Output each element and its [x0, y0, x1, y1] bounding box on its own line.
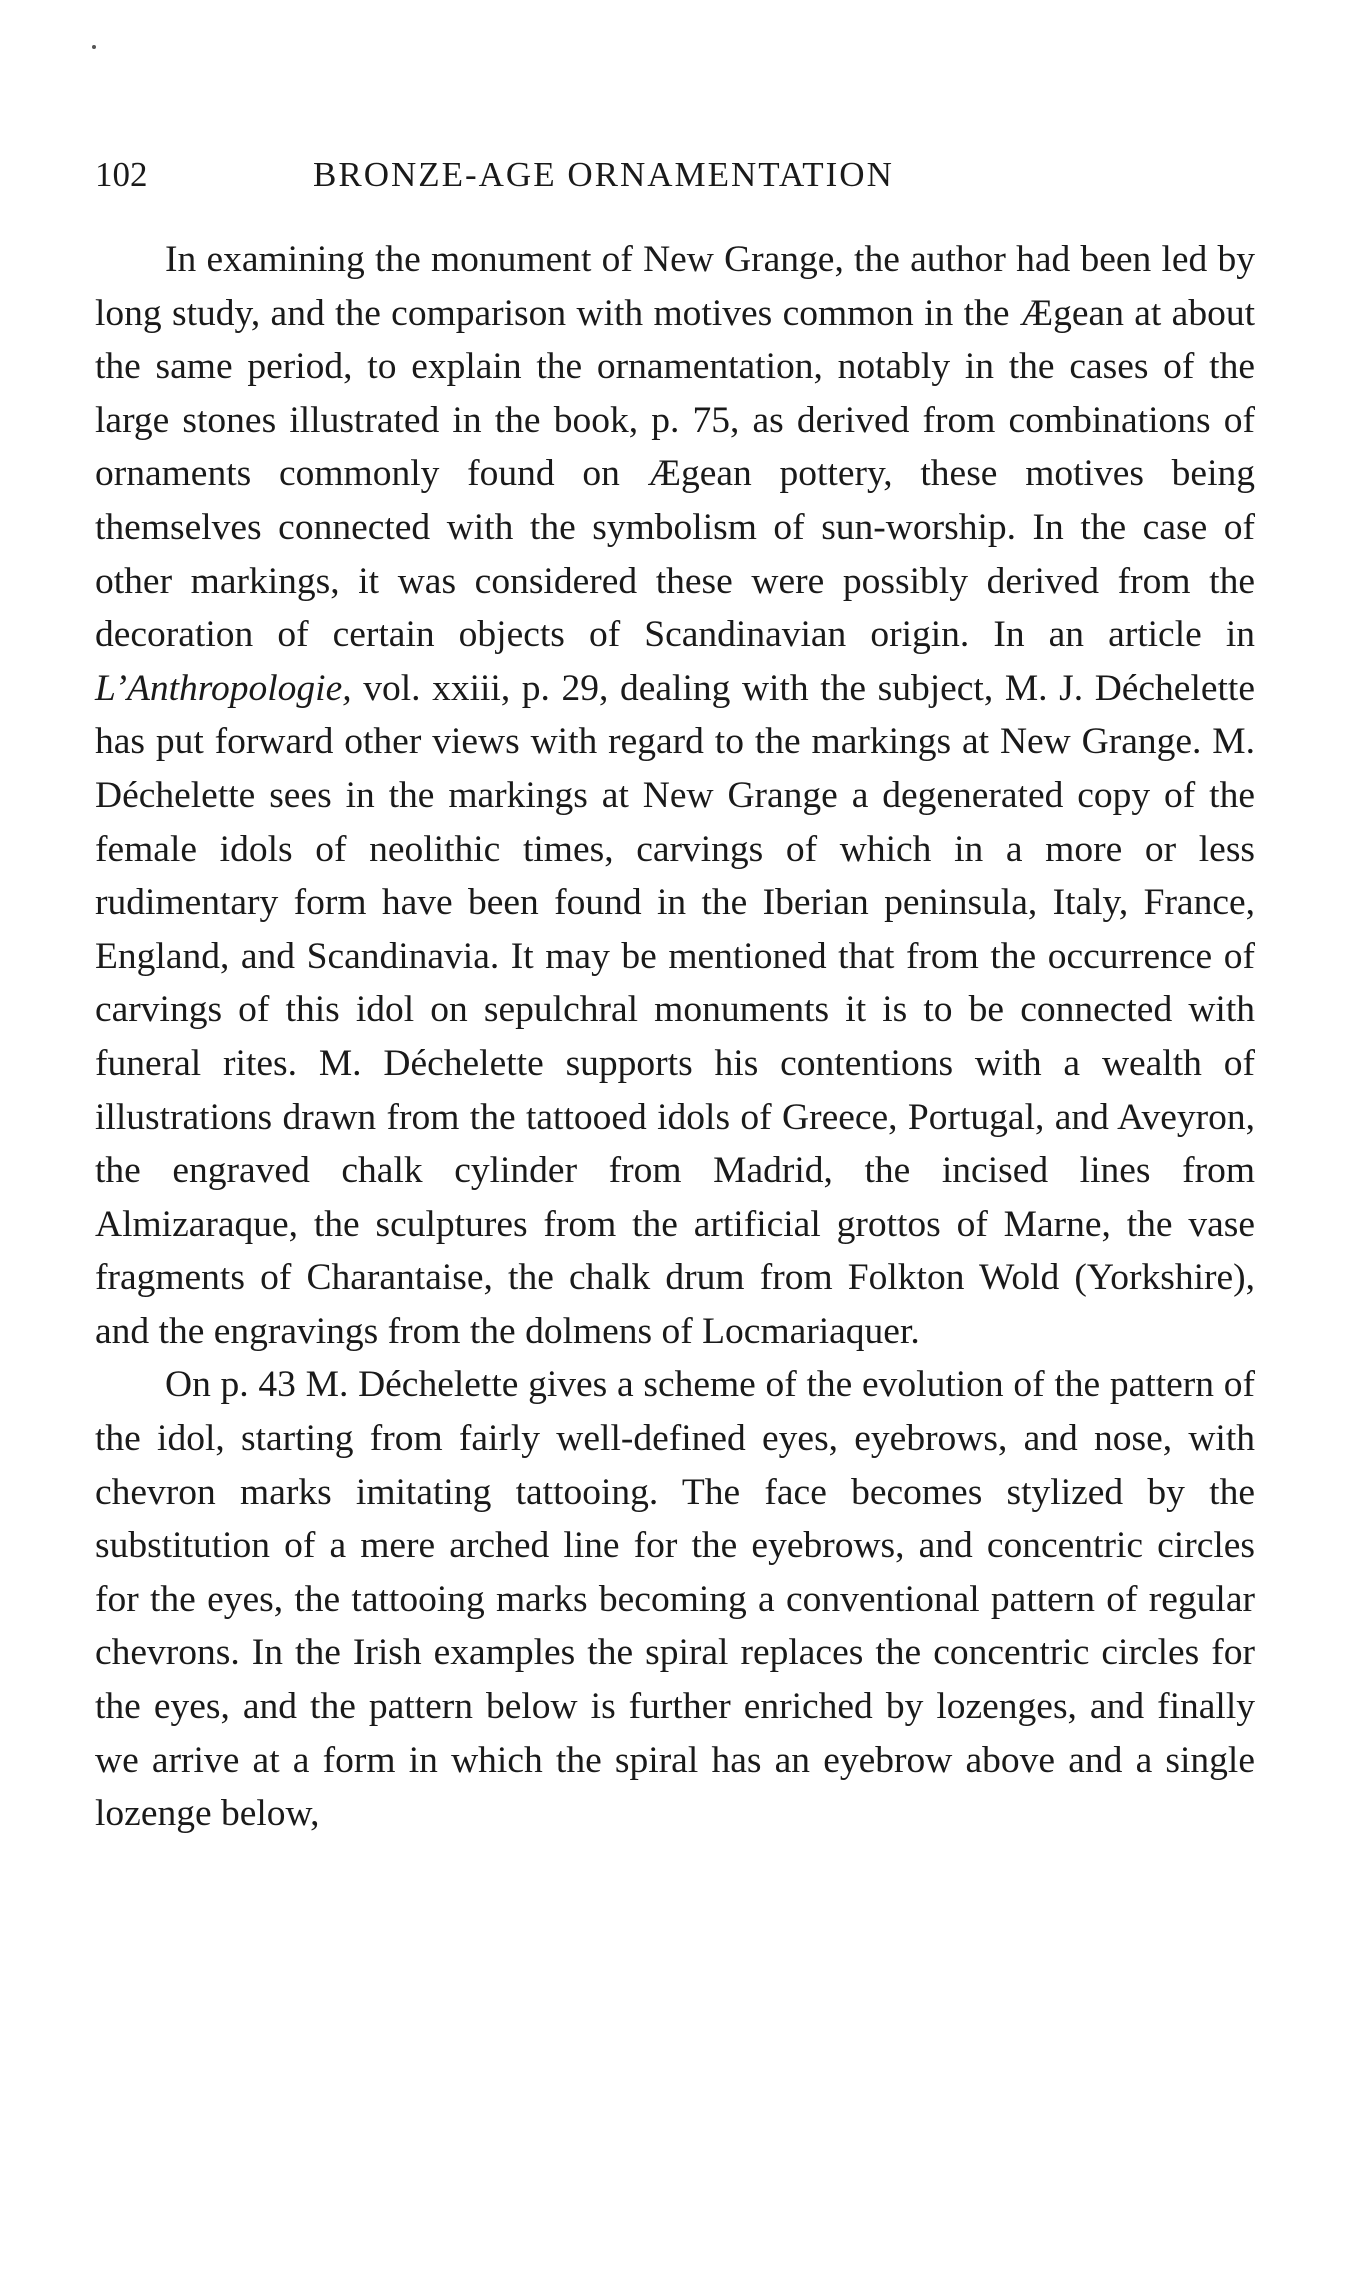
page-header	[95, 150, 1255, 200]
paragraph	[95, 1358, 1255, 1840]
text-segment: On p. 43 M. Déchelette gives a scheme of the evolution of the pattern of the idol, starting from fairly well-defined eyes, eyebrows, and nose, with chevron marks imitating tattooing. The face becomes stylized by the substitution of a mere arched line for the eyebrows, and concentric circles for the eyes, the tattooing marks becoming a conventional pattern of regular chevrons. In the Irish examples the spiral replaces the concentric circles for the eyes, and the pattern below is further enriched by lozenges, and finally we arrive at a form in which the spiral has an eyebrow above and a single lozenge below,	[95, 1364, 1255, 1835]
text-segment: vol. xxiii, p. 29, dealing with the subject, M. J. Déchelette has put forward other views with regard to the markings at New Grange. M. Déchelette sees in the markings at New Grange a degenerated copy of the female idols of neolithic times, carvings of which in a more or less rudimentary form have been found in the Iberian peninsula, Italy, France, England, and Scandinavia. It may be mentioned that from the occurrence of carvings of this idol on sepulchral monuments it is to be connected with funeral rites. M. Déchelette supports his contentions with a wealth of illustrations drawn from the tattooed idols of Greece, Portugal, and Aveyron, the engraved chalk cylinder from Madrid, the incised lines from Almizaraque, the sculptures from the artificial grottos of Marne, the vase fragments of Charantaise, the chalk drum from Folkton Wold (Yorkshire), and the engravings from the dolmens of Locmariaquer.	[95, 667, 1255, 1352]
running-title: BRONZE-AGE ORNAMENTATION	[313, 155, 894, 194]
journal-title: L’Anthropologie,	[95, 667, 352, 709]
page-number: 102	[95, 155, 148, 194]
text-segment: In examining the monument of New Grange, the author had been led by long study, and the comparison with motives common in the Ægean at about the same period, to explain the ornamentation, notably in the cases of the large stones illustrated in the book, p. 75, as derived from combinations of ornaments commonly found on Ægean pottery, these motives being themselves connected with the symbolism of sun-worship. In the case of other markings, it was considered these were possibly derived from the decoration of certain objects of Scandinavian origin. In an article in	[95, 239, 1255, 656]
body-text	[95, 233, 1255, 1841]
paragraph	[95, 233, 1255, 1358]
ink-speck	[92, 45, 96, 49]
